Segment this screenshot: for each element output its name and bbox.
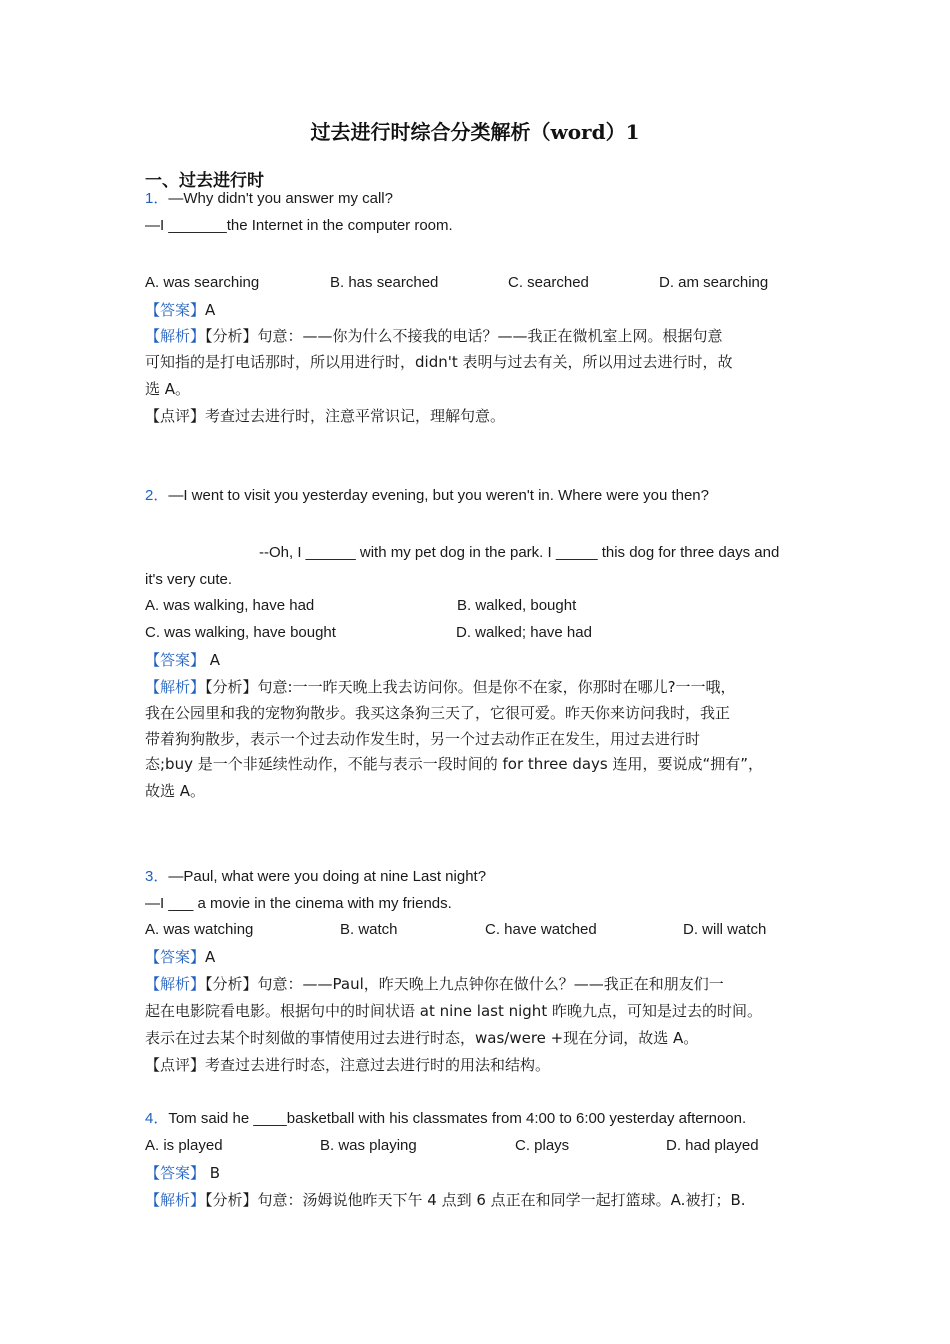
q1-analysis-line2: 可知指的是打电话那时，所以用进行时，didn't 表明与过去有关，所以用过去进行时，故 [145,353,733,371]
q1-option-d: D. am searching [659,274,769,291]
q3-analysis-line3: 表示在过去某个时刻做的事情使用过去进行时态，was/were +现在分词，故选 A。 [145,1029,699,1047]
q3-analysis-line2: 起在电影院看电影。根据句中的时间状语 at nine last night 昨晚九点，可知是过去的时间。 [145,1002,762,1020]
q3-number: 3． [145,868,169,885]
q2-analysis-line5: 故选 A。 [145,782,206,800]
q3-stem-line1: 3．—Paul, what were you doing at nine Last night? [145,868,487,885]
q3-option-c: C. have watched [485,921,597,938]
q1-comment: 【点评】考查过去进行时，注意平常识记，理解句意。 [145,407,506,425]
q4-analysis-line1: 【解析】【分析】句意：汤姆说他昨天下午 4 点到 6 点正在和同学一起打篮球。A.被打；B. [145,1191,746,1209]
q1-stem-line2: —I _______the Internet in the computer room. [145,217,453,234]
q3-answer: 【答案】A [145,948,216,966]
q4-stem-line1: 4．Tom said he ____basketball with his classmates from 4:00 to 6:00 yesterday afternoon. [145,1110,747,1127]
q1-answer: 【答案】A [145,301,216,319]
q4-answer: 【答案】 B [145,1164,221,1182]
q3-analysis-line1: 【解析】【分析】句意：——Paul，昨天晚上九点钟你在做什么？——我正在和朋友们一 [145,975,724,993]
q2-analysis-line3: 带着狗狗散步，表示一个过去动作发生时，另一个过去动作正在发生，用过去进行时 [145,730,701,748]
q2-number: 2． [145,487,169,504]
q1-analysis-line3: 选 A。 [145,380,191,398]
q1-analysis-line1: 【解析】【分析】句意：——你为什么不接我的电话？——我正在微机室上网。根据句意 [145,327,723,345]
q2-analysis-line1: 【解析】【分析】句意:一一昨天晚上我去访问你。但是你不在家，你那时在哪儿?一一哦， [145,678,736,696]
q4-option-a: A. is played [145,1137,223,1154]
q3-comment: 【点评】考查过去进行时态，注意过去进行时的用法和结构。 [145,1056,551,1074]
q3-option-a: A. was watching [145,921,254,938]
q2-option-a: A. was walking, have had [145,597,315,614]
q4-number: 4． [145,1110,169,1127]
q2-option-c: C. was walking, have bought [145,624,336,641]
q2-stem-line3: it's very cute. [145,571,233,588]
q2-analysis-line2: 我在公园里和我的宠物狗散步。我买这条狗三天了，它很可爱。昨天你来访问我时，我正 [145,704,731,722]
q2-option-b: B. walked, bought [457,597,577,614]
q3-option-b: B. watch [340,921,398,938]
q1-option-b: B. has searched [330,274,439,291]
q3-option-d: D. will watch [683,921,767,938]
q1-number: 1． [145,190,169,207]
q1-stem-line1: 1．—Why didn't you answer my call? [145,190,393,207]
q2-answer: 【答案】 A [145,651,221,669]
q2-stem-line1: 2．—I went to visit you yesterday evening, but you weren't in. Where were you then? [145,487,709,504]
section-heading: 一、过去进行时 [145,171,264,191]
q2-stem-line2: --Oh, I ______ with my pet dog in the park. I _____ this dog for three days and [259,544,780,561]
document-title: 过去进行时综合分类解析（word）1 [310,120,640,144]
q1-option-a: A. was searching [145,274,260,291]
q3-stem-line2: —I ___ a movie in the cinema with my friends. [145,895,452,912]
q2-analysis-line4: 态;buy 是一个非延续性动作，不能与表示一段时间的 for three days 连用，要说成“拥有”， [145,755,764,773]
q4-option-b: B. was playing [320,1137,417,1154]
q4-option-d: D. had played [666,1137,759,1154]
q4-option-c: C. plays [515,1137,570,1154]
q1-option-c: C. searched [508,274,589,291]
q2-option-d: D. walked; have had [456,624,592,641]
